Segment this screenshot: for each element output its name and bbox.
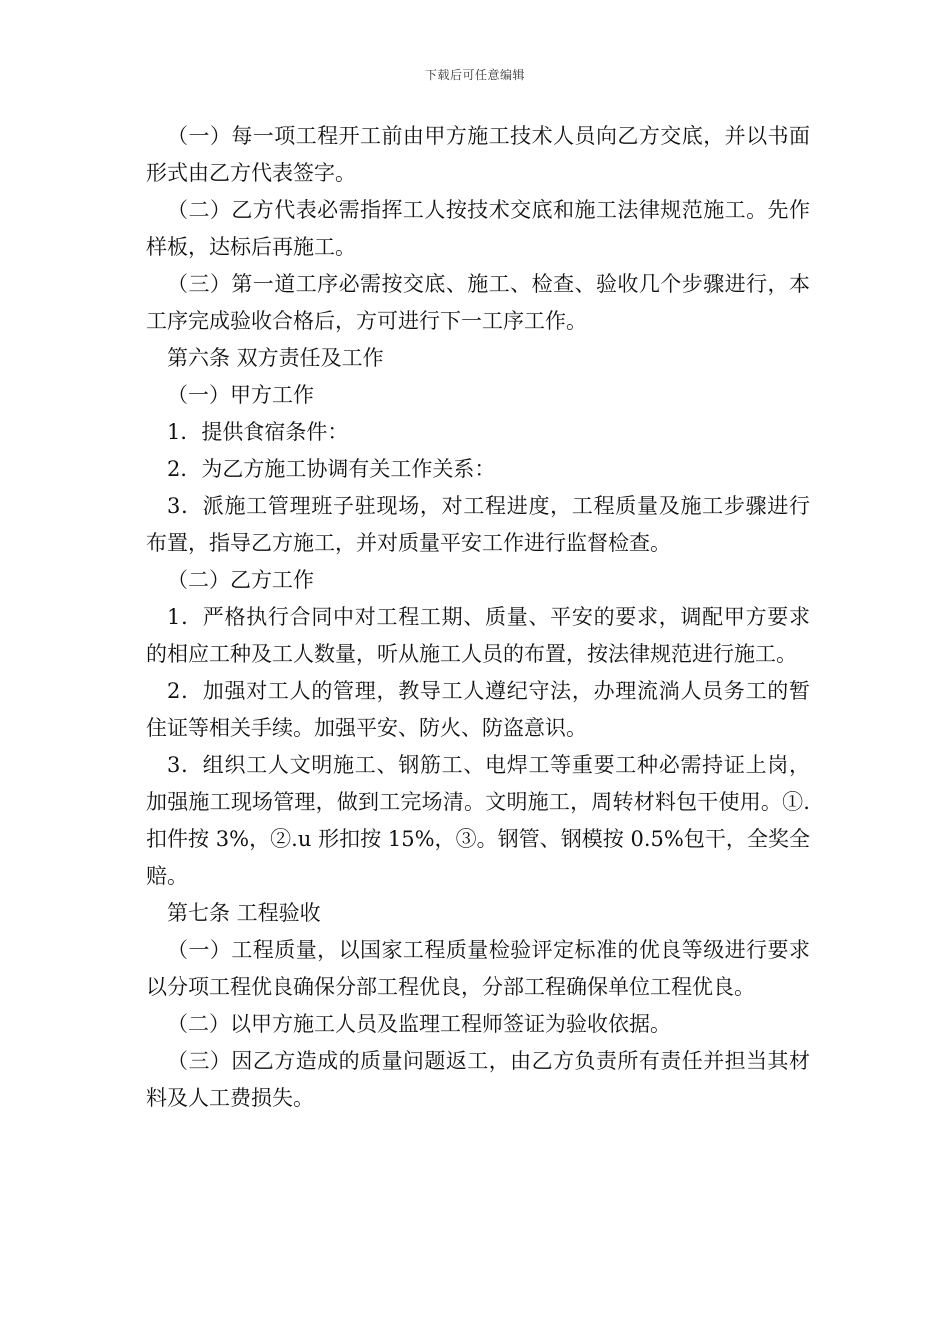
paragraph-6: 1．提供食宿条件： [167, 420, 349, 444]
paragraph-7: 2．为乙方施工协调有关工作关系： [167, 457, 496, 481]
subsection-party-b: （二）乙方工作 [167, 568, 314, 592]
paragraph-12: 3．组织工人文明施工、钢筋工、电焊工等重要工种必需持证上岗，加强施工现场管理，做到工完场清。文明施工，周转材料包干使用。①.扣件按 3%，②.u 形扣按 15%，③。钢管、钢模按 0.5%包干，全奖全赔。 [146, 753, 810, 888]
paragraph-3: （三）第一道工序必需按交底、施工、检查、验收几个步骤进行，本工序完成验收合格后，方可进行下一工序工作。 [146, 272, 810, 333]
section-heading-7: 第七条 工程验收 [167, 901, 321, 925]
subsection-party-a: （一）甲方工作 [167, 383, 314, 407]
paragraph-8: 3．派施工管理班子驻现场，对工程进度，工程质量及施工步骤进行布置，指导乙方施工，并对质量平安工作进行监督检查。 [146, 494, 810, 555]
section-heading-6: 第六条 双方责任及工作 [167, 346, 384, 370]
paragraph-16: （三）因乙方造成的质量问题返工，由乙方负责所有责任并担当其材料及人工费损失。 [146, 1049, 810, 1110]
document-body [146, 118, 810, 1117]
paragraph-10: 1．严格执行合同中对工程工期、质量、平安的要求，调配甲方要求的相应工种及工人数量，听从施工人员的布置，按法律规范进行施工。 [146, 605, 810, 666]
paragraph-11: 2．加强对工人的管理，教导工人遵纪守法，办理流淌人员务工的暂住证等相关手续。加强平安、防火、防盗意识。 [146, 679, 810, 740]
paragraph-1: （一）每一项工程开工前由甲方施工技术人员向乙方交底，并以书面形式由乙方代表签字。 [146, 124, 810, 185]
paragraph-15: （二）以甲方施工人员及监理工程师签证为验收依据。 [167, 1012, 671, 1036]
paragraph-14: （一）工程质量，以国家工程质量检验评定标准的优良等级进行要求以分项工程优良确保分部工程优良，分部工程确保单位工程优良。 [146, 938, 810, 999]
header-note: 下载后可任意编辑 [424, 68, 525, 82]
paragraph-2: （二）乙方代表必需指挥工人按技术交底和施工法律规范施工。先作样板，达标后再施工。 [146, 198, 810, 259]
